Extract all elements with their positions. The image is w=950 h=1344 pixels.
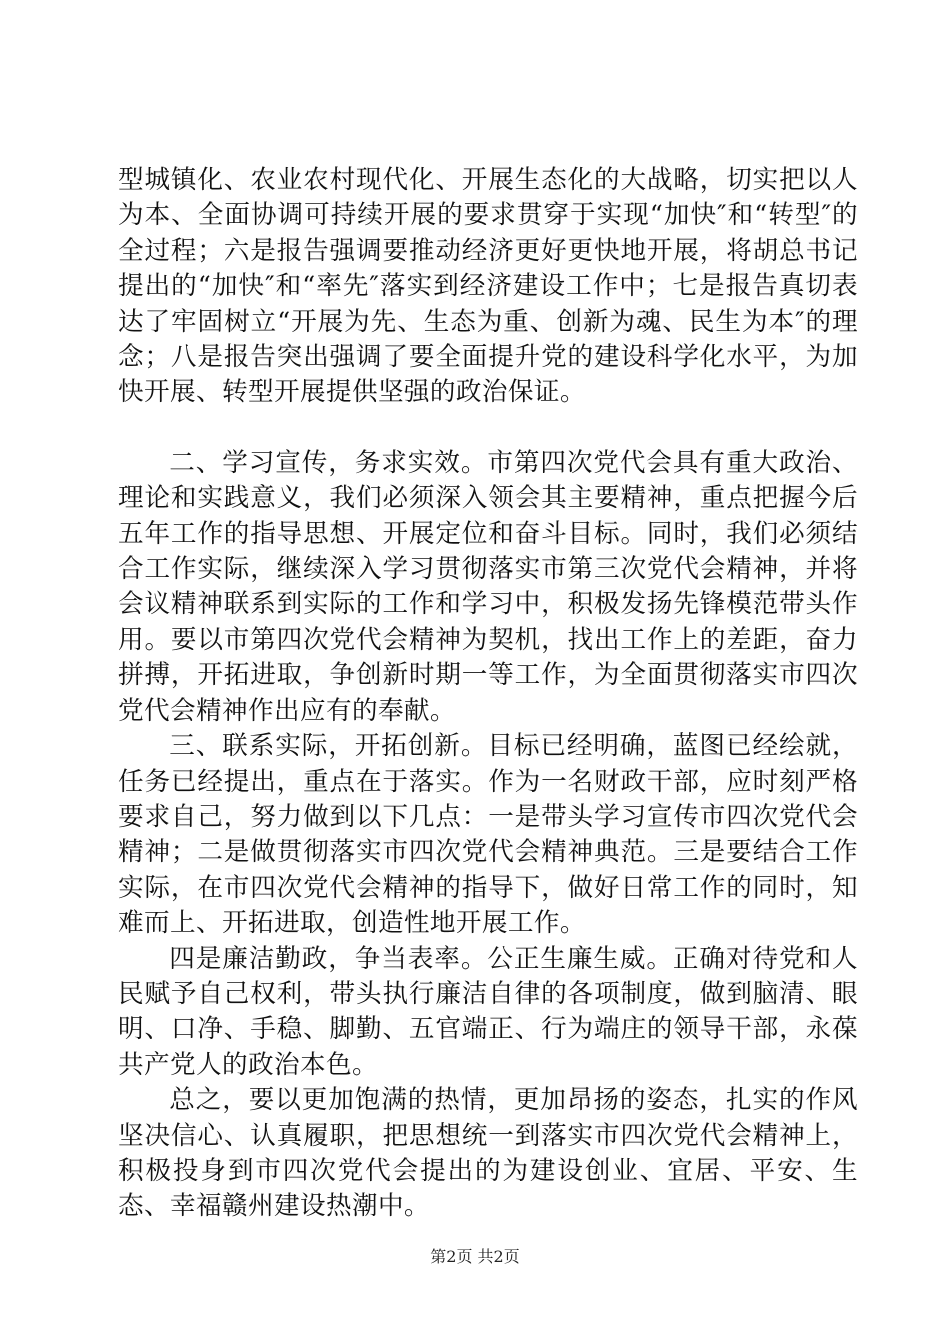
page-number-footer: 第2页 共2页 bbox=[430, 1247, 520, 1266]
document-body bbox=[118, 163, 858, 1225]
paragraph-study-publicize: 二、学习宣传，务求实效。市第四次党代会具有重大政治、理论和实践意义，我们必须深入领会其主要精神，重点把握今后五年工作的指导思想、开展定位和奋斗目标。同时，我们必须结合工作实际，继续深入学习贯彻落实市第三次党代会精神，并将会议精神联系到实际的工作和学习中，积极发扬先锋模范带头作用。要以市第四次党代会精神为契机，找出工作上的差距，奋力拼搏，开拓进取，争创新时期一等工作，为全面贯彻落实市四次党代会精神作出应有的奉献。 bbox=[118, 447, 858, 726]
paragraph-integrity: 四是廉洁勤政，争当表率。公正生廉生威。正确对待党和人民赋予自己权利，带头执行廉洁自律的各项制度，做到脑清、眼明、口净、手稳、脚勤、五官端正、行为端庄的领导干部，永葆共产党人的政治本色。 bbox=[118, 943, 858, 1080]
paragraph-practice-innovate: 三、联系实际，开拓创新。目标已经明确，蓝图已经绘就，任务已经提出，重点在于落实。作为一名财政干部，应时刻严格要求自己，努力做到以下几点：一是带头学习宣传市四次党代会精神；二是做贯彻落实市四次党代会精神典范。三是要结合工作实际，在市四次党代会精神的指导下，做好日常工作的同时，知难而上、开拓进取，创造性地开展工作。 bbox=[118, 731, 858, 939]
paragraph-conclusion: 总之，要以更加饱满的热情，更加昂扬的姿态，扎实的作风坚决信心、认真履职，把思想统一到落实市四次党代会精神上，积极投身到市四次党代会提出的为建设创业、宜居、平安、生态、幸福赣州建设热潮中。 bbox=[118, 1085, 858, 1222]
paragraph-strategy-continuation: 型城镇化、农业农村现代化、开展生态化的大战略，切实把以人为本、全面协调可持续开展的要求贯穿于实现“加快″和“转型″的全过程；六是报告强调要推动经济更好更快地开展，将胡总书记提出的“加快″和“率先″落实到经济建设工作中；七是报告真切表达了牢固树立“开展为先、生态为重、创新为魂、民生为本″的理念；八是报告突出强调了要全面提升党的建设科学化水平，为加快开展、转型开展提供坚强的政治保证。 bbox=[118, 165, 858, 408]
